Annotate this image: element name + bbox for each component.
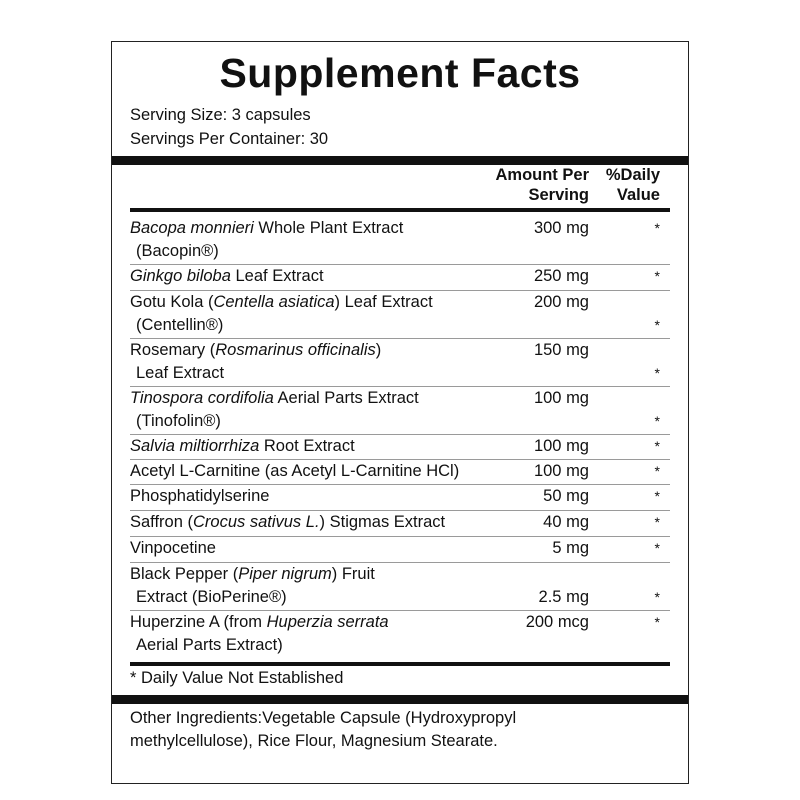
ingredient-name xyxy=(130,435,355,458)
ingredient-text: Huperzine A (from xyxy=(130,613,267,631)
dv-header-line2: Value xyxy=(616,186,660,204)
ingredient-text: Gotu Kola ( xyxy=(130,293,214,311)
serving-size: Serving Size: 3 capsules xyxy=(130,106,311,124)
ingredient-text: (Bacopin®) xyxy=(136,242,219,260)
daily-value-header xyxy=(606,165,660,205)
ingredient-amount: 200 mcg xyxy=(525,613,589,631)
ingredient-daily-value: * xyxy=(654,488,660,504)
ingredient-text: Saffron ( xyxy=(130,513,193,531)
ingredient-name xyxy=(130,265,324,288)
ingredient-amount: 50 mg xyxy=(543,487,589,505)
ingredient-text: Vinpocetine xyxy=(130,539,216,557)
botanical-name: Huperzia serrata xyxy=(266,613,389,631)
ingredient-name xyxy=(130,217,403,240)
ingredient-text: Rosemary ( xyxy=(130,341,216,359)
dv-header-line1: %Daily xyxy=(605,166,660,184)
ingredient-text: Phosphatidylserine xyxy=(130,487,270,505)
ingredient-amount: 100 mg xyxy=(533,437,589,455)
ingredient-daily-value: * xyxy=(654,438,660,454)
ingredient-name xyxy=(130,511,445,534)
ingredient-name xyxy=(130,291,433,314)
ingredient-daily-value: * xyxy=(654,317,660,333)
ingredient-text: Extract (BioPerine®) xyxy=(136,588,287,606)
ingredient-name xyxy=(130,563,375,586)
ingredient-text: ) Stigmas Extract xyxy=(319,513,446,531)
thick-divider-bottom xyxy=(112,695,688,704)
ingredient-name xyxy=(130,485,269,508)
ingredient-name-cont xyxy=(136,410,221,433)
header-divider xyxy=(130,208,670,212)
botanical-name: Rosmarinus officinalis xyxy=(215,341,376,359)
footnote: * Daily Value Not Established xyxy=(130,669,344,687)
ingredient-daily-value: * xyxy=(654,365,660,381)
ingredient-daily-value: * xyxy=(654,514,660,530)
ingredient-text: (Tinofolin®) xyxy=(136,412,221,430)
ingredient-daily-value: * xyxy=(654,463,660,479)
botanical-name: Crocus sativus L. xyxy=(192,513,320,531)
ingredient-text: ) Leaf Extract xyxy=(334,293,433,311)
botanical-name: Centella asiatica xyxy=(213,293,335,311)
ingredient-name xyxy=(130,387,419,410)
ingredient-text: Root Extract xyxy=(259,437,355,455)
ingredient-text: Leaf Extract xyxy=(136,364,225,382)
supplement-facts-panel xyxy=(111,41,689,784)
ingredient-daily-value: * xyxy=(654,540,660,556)
ingredient-daily-value: * xyxy=(654,413,660,429)
ingredient-name-cont xyxy=(136,240,219,263)
ingredient-amount: 100 mg xyxy=(533,462,589,480)
ingredient-text: ) Fruit xyxy=(331,565,375,583)
ingredient-name-cont xyxy=(136,634,283,657)
other-ingredients-line2: methylcellulose), Rice Flour, Magnesium Stearate. xyxy=(130,732,498,750)
ingredient-amount: 200 mg xyxy=(533,293,589,311)
panel-title: Supplement Facts xyxy=(219,50,581,96)
ingredient-amount: 150 mg xyxy=(533,341,589,359)
ingredient-text: Leaf Extract xyxy=(230,267,324,285)
table-bottom-divider xyxy=(130,662,670,666)
botanical-name: Bacopa monnieri xyxy=(130,219,254,237)
ingredient-daily-value: * xyxy=(654,220,660,236)
ingredient-name xyxy=(130,339,381,362)
ingredient-amount: 100 mg xyxy=(533,389,589,407)
ingredient-text: Aerial Parts Extract) xyxy=(136,636,283,654)
botanical-name: Salvia miltiorrhiza xyxy=(130,437,260,455)
ingredient-amount: 300 mg xyxy=(533,219,589,237)
ingredient-amount: 40 mg xyxy=(543,513,589,531)
thick-divider xyxy=(112,156,688,165)
ingredient-daily-value: * xyxy=(654,614,660,630)
ingredient-daily-value: * xyxy=(654,589,660,605)
ingredient-text: Black Pepper ( xyxy=(130,565,239,583)
ingredient-amount: 250 mg xyxy=(533,267,589,285)
ingredient-daily-value: * xyxy=(654,268,660,284)
amount-header-line2: Serving xyxy=(528,186,589,204)
ingredient-name xyxy=(130,611,389,634)
ingredient-text: Whole Plant Extract xyxy=(253,219,404,237)
ingredient-text: (Centellin®) xyxy=(136,316,224,334)
ingredient-name-cont xyxy=(136,362,224,385)
servings-per-container: Servings Per Container: 30 xyxy=(130,130,329,148)
ingredient-name xyxy=(130,460,459,483)
other-ingredients-line1: Other Ingredients:Vegetable Capsule (Hydroxypropyl xyxy=(130,709,517,727)
ingredient-text: Aerial Parts Extract xyxy=(273,389,419,407)
ingredient-name-cont xyxy=(136,586,287,609)
amount-header-line1: Amount Per xyxy=(495,166,589,184)
amount-header xyxy=(495,165,589,205)
ingredient-name-cont xyxy=(136,314,223,337)
ingredient-text: Acetyl L-Carnitine (as Acetyl L-Carnitine HCl) xyxy=(130,462,460,480)
ingredient-name xyxy=(130,537,216,560)
botanical-name: Tinospora cordifolia xyxy=(130,389,274,407)
ingredient-amount: 5 mg xyxy=(552,539,589,557)
ingredient-amount: 2.5 mg xyxy=(538,588,589,606)
ingredient-text: ) xyxy=(375,341,382,359)
botanical-name: Piper nigrum xyxy=(238,565,332,583)
botanical-name: Ginkgo biloba xyxy=(130,267,231,285)
